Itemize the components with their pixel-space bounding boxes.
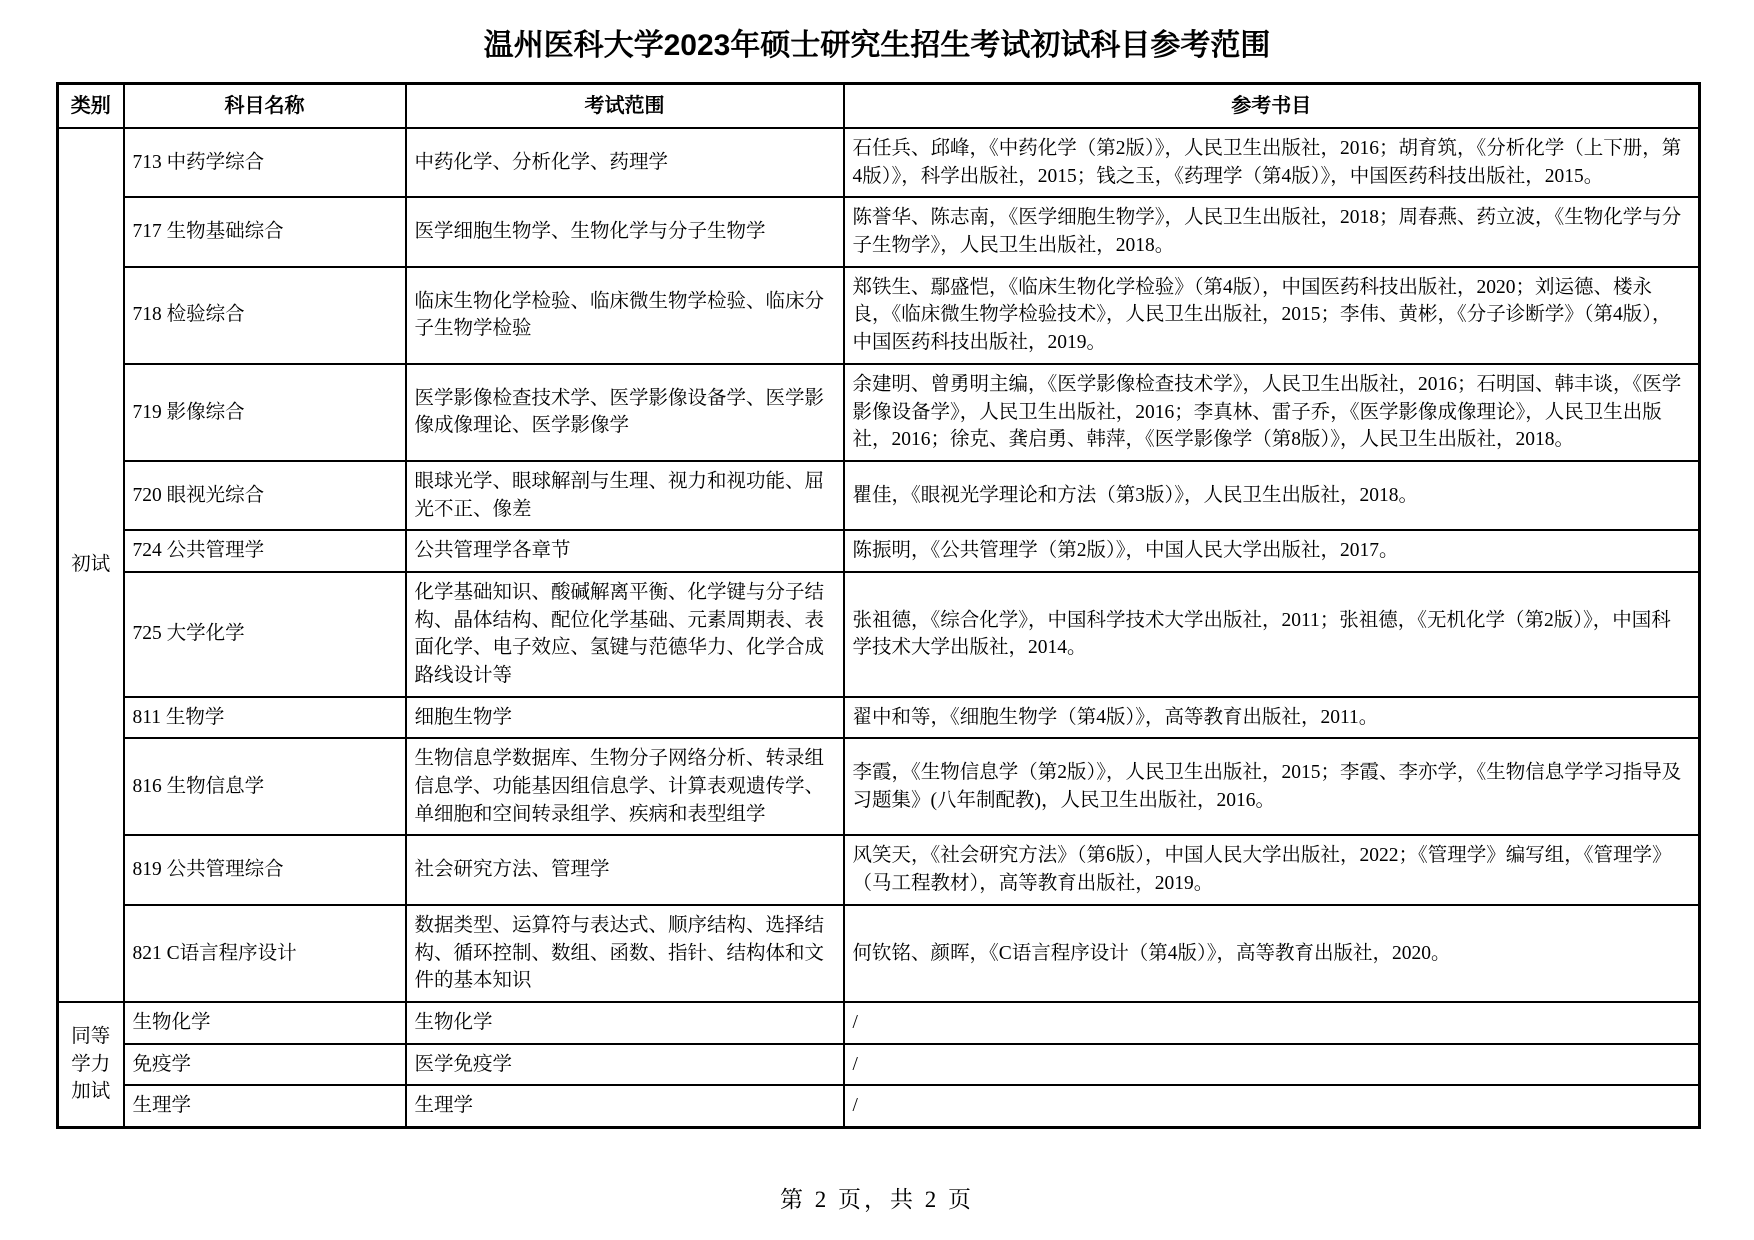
cell-subject: 718 检验综合 xyxy=(124,267,406,364)
cell-subject: 816 生物信息学 xyxy=(124,738,406,835)
cell-books: 何钦铭、颜晖，《C语言程序设计（第4版）》，高等教育出版社，2020。 xyxy=(844,905,1700,1002)
table-row xyxy=(58,461,1700,530)
cell-subject: 725 大学化学 xyxy=(124,572,406,697)
cell-subject: 821 C语言程序设计 xyxy=(124,905,406,1002)
table-row xyxy=(58,128,1700,197)
cell-books: / xyxy=(844,1044,1700,1086)
cell-books: 石任兵、邱峰，《中药化学（第2版）》，人民卫生出版社，2016；胡育筑，《分析化学（上下册，第4版）》，科学出版社，2015；钱之玉，《药理学（第4版）》，中国医药科技出版社，2015。 xyxy=(844,128,1700,197)
cell-books: 陈振明，《公共管理学（第2版）》，中国人民大学出版社，2017。 xyxy=(844,530,1700,572)
cell-books: / xyxy=(844,1085,1700,1127)
column-header-books: 参考书目 xyxy=(844,84,1700,129)
cell-subject: 717 生物基础综合 xyxy=(124,197,406,266)
cell-scope: 医学影像检查技术学、医学影像设备学、医学影像成像理论、医学影像学 xyxy=(406,364,844,461)
cell-subject: 720 眼视光综合 xyxy=(124,461,406,530)
table-header-row xyxy=(58,84,1700,129)
cell-books: 陈誉华、陈志南，《医学细胞生物学》，人民卫生出版社，2018；周春燕、药立波，《生物化学与分子生物学》，人民卫生出版社，2018。 xyxy=(844,197,1700,266)
table-row xyxy=(58,835,1700,904)
cell-books: 张祖德，《综合化学》，中国科学技术大学出版社，2011；张祖德，《无机化学（第2版）》，中国科学技术大学出版社，2014。 xyxy=(844,572,1700,697)
column-header-scope: 考试范围 xyxy=(406,84,844,129)
cell-scope: 数据类型、运算符与表达式、顺序结构、选择结构、循环控制、数组、函数、指针、结构体和文件的基本知识 xyxy=(406,905,844,1002)
page-title: 温州医科大学2023年硕士研究生招生考试初试科目参考范围 xyxy=(483,29,1271,62)
cell-scope: 医学细胞生物学、生物化学与分子生物学 xyxy=(406,197,844,266)
cell-scope: 细胞生物学 xyxy=(406,697,844,739)
cell-books: 李霞，《生物信息学（第2版）》，人民卫生出版社，2015；李霞、李亦学，《生物信息学学习指导及习题集》(八年制配教)，人民卫生出版社，2016。 xyxy=(844,738,1700,835)
table-row xyxy=(58,697,1700,739)
column-header-subject: 科目名称 xyxy=(124,84,406,129)
cell-scope: 生物信息学数据库、生物分子网络分析、转录组信息学、功能基因组信息学、计算表观遗传学、单细胞和空间转录组学、疾病和表型组学 xyxy=(406,738,844,835)
cell-books: 郑铁生、鄢盛恺，《临床生物化学检验》（第4版），中国医药科技出版社，2020；刘运德、楼永良，《临床微生物学检验技术》，人民卫生出版社，2015；李伟、黄彬，《分子诊断学》（第4版），中国医药科技出版社，2019。 xyxy=(844,267,1700,364)
cell-scope: 社会研究方法、管理学 xyxy=(406,835,844,904)
subject-reference-table xyxy=(56,82,1701,1129)
cell-subject: 719 影像综合 xyxy=(124,364,406,461)
cell-subject: 713 中药学综合 xyxy=(124,128,406,197)
cell-subject: 811 生物学 xyxy=(124,697,406,739)
table-row xyxy=(58,197,1700,266)
cell-category: 同等学力加试 xyxy=(58,1002,124,1128)
cell-scope: 生理学 xyxy=(406,1085,844,1127)
table-row xyxy=(58,572,1700,697)
page-footer: 第 2 页，共 2 页 xyxy=(780,1187,974,1212)
table-header xyxy=(58,84,1700,129)
table-body xyxy=(58,128,1700,1127)
cell-books: 瞿佳，《眼视光学理论和方法（第3版）》，人民卫生出版社，2018。 xyxy=(844,461,1700,530)
table-row xyxy=(58,1085,1700,1127)
cell-subject: 生理学 xyxy=(124,1085,406,1127)
column-header-category: 类别 xyxy=(58,84,124,129)
cell-scope: 中药化学、分析化学、药理学 xyxy=(406,128,844,197)
table-row xyxy=(58,530,1700,572)
cell-subject: 生物化学 xyxy=(124,1002,406,1044)
cell-scope: 公共管理学各章节 xyxy=(406,530,844,572)
cell-books: 余建明、曾勇明主编，《医学影像检查技术学》，人民卫生出版社，2016；石明国、韩丰谈，《医学影像设备学》，人民卫生出版社，2016；李真林、雷子乔，《医学影像成像理论》，人民卫生出版社，2016；徐克、龚启勇、韩萍，《医学影像学（第8版）》，人民卫生出版社，2018。 xyxy=(844,364,1700,461)
cell-scope: 眼球光学、眼球解剖与生理、视力和视功能、屈光不正、像差 xyxy=(406,461,844,530)
cell-subject: 819 公共管理综合 xyxy=(124,835,406,904)
table-row xyxy=(58,738,1700,835)
table-row xyxy=(58,267,1700,364)
cell-books: 翟中和等，《细胞生物学（第4版）》，高等教育出版社，2011。 xyxy=(844,697,1700,739)
cell-books: / xyxy=(844,1002,1700,1044)
table-row xyxy=(58,364,1700,461)
table-row xyxy=(58,1044,1700,1086)
cell-scope: 化学基础知识、酸碱解离平衡、化学键与分子结构、晶体结构、配位化学基础、元素周期表、表面化学、电子效应、氢键与范德华力、化学合成路线设计等 xyxy=(406,572,844,697)
cell-category: 初试 xyxy=(58,128,124,1002)
cell-books: 风笑天，《社会研究方法》（第6版），中国人民大学出版社，2022；《管理学》编写组，《管理学》（马工程教材），高等教育出版社，2019。 xyxy=(844,835,1700,904)
table-row xyxy=(58,1002,1700,1044)
cell-scope: 生物化学 xyxy=(406,1002,844,1044)
cell-subject: 724 公共管理学 xyxy=(124,530,406,572)
table-row xyxy=(58,905,1700,1002)
cell-scope: 临床生物化学检验、临床微生物学检验、临床分子生物学检验 xyxy=(406,267,844,364)
table-container xyxy=(0,82,1754,1129)
cell-scope: 医学免疫学 xyxy=(406,1044,844,1086)
cell-subject: 免疫学 xyxy=(124,1044,406,1086)
